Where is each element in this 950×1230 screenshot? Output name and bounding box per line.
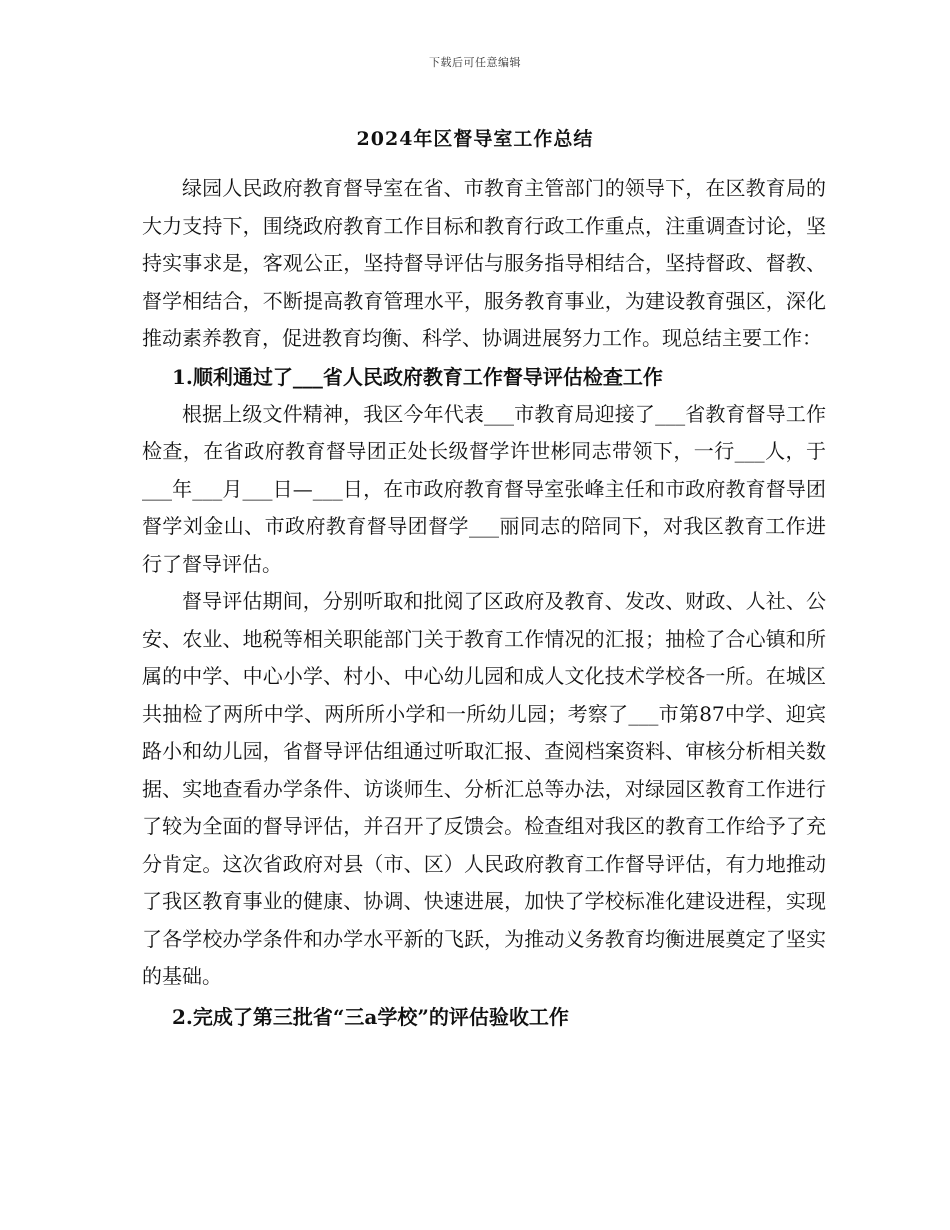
section-1-paragraph-2: 督导评估期间，分别听取和批阅了区政府及教育、发改、财政、人社、公安、农业、地税等相关职能部门关于教育工作情况的汇报；抽检了合心镇和所属的中学、中心小学、村小、中心幼儿园和成人文化技术学校各一所。在城区共抽检了两所中学、两所所小学和一所幼儿园；考察了___市第87中学、迎宾路小和幼儿园，省督导评估组通过听取汇报、查阅档案资料、审核分析相关数据、实地查看办学条件、访谈师生、分析汇总等办法，对绿园区教育工作进行了较为全面的督导评估，并召开了反馈会。检查组对我区的教育工作给予了充分肯定。这次省政府对县（市、区）人民政府教育工作督导评估，有力地推动了我区教育事业的健康、协调、快速进展，加快了学校标准化建设进程，实现了各学校办学条件和办学水平新的飞跃，为推动义务教育均衡进展奠定了坚实的基础。 — [142, 589, 826, 988]
section-1-paragraph-1: 根据上级文件精神，我区今年代表___市教育局迎接了___省教育督导工作检查，在省政府教育督导团正处长级督学许世彬同志带领下，一行___人，于___年___月___日—___日，在市政府教育督导室张峰主任和市政府教育督导团督学刘金山、市政府教育督导团督学___丽同志的陪同下，对我区教育工作进行了督导评估。 — [142, 401, 826, 576]
section-2-heading: 2.完成了第三批省“三a学校”的评估验收工作 — [172, 1004, 569, 1029]
header-note: 下载后可任意编辑 — [429, 56, 521, 69]
intro-paragraph: 绿园人民政府教育督导室在省、市教育主管部门的领导下，在区教育局的大力支持下，围绕政府教育工作目标和教育行政工作重点，注重调查讨论，坚持实事求是，客观公正，坚持督导评估与服务指导相结合，坚持督政、督教、督学相结合，不断提高教育管理水平，服务教育事业，为建设教育强区，深化推动素养教育，促进教育均衡、科学、协调进展努力工作。现总结主要工作： — [142, 176, 826, 350]
document-title: 2024年区督导室工作总结 — [356, 128, 594, 150]
document-body — [142, 170, 826, 1036]
section-1-heading: 1.顺利通过了___省人民政府教育工作督导评估检查工作 — [172, 364, 663, 389]
